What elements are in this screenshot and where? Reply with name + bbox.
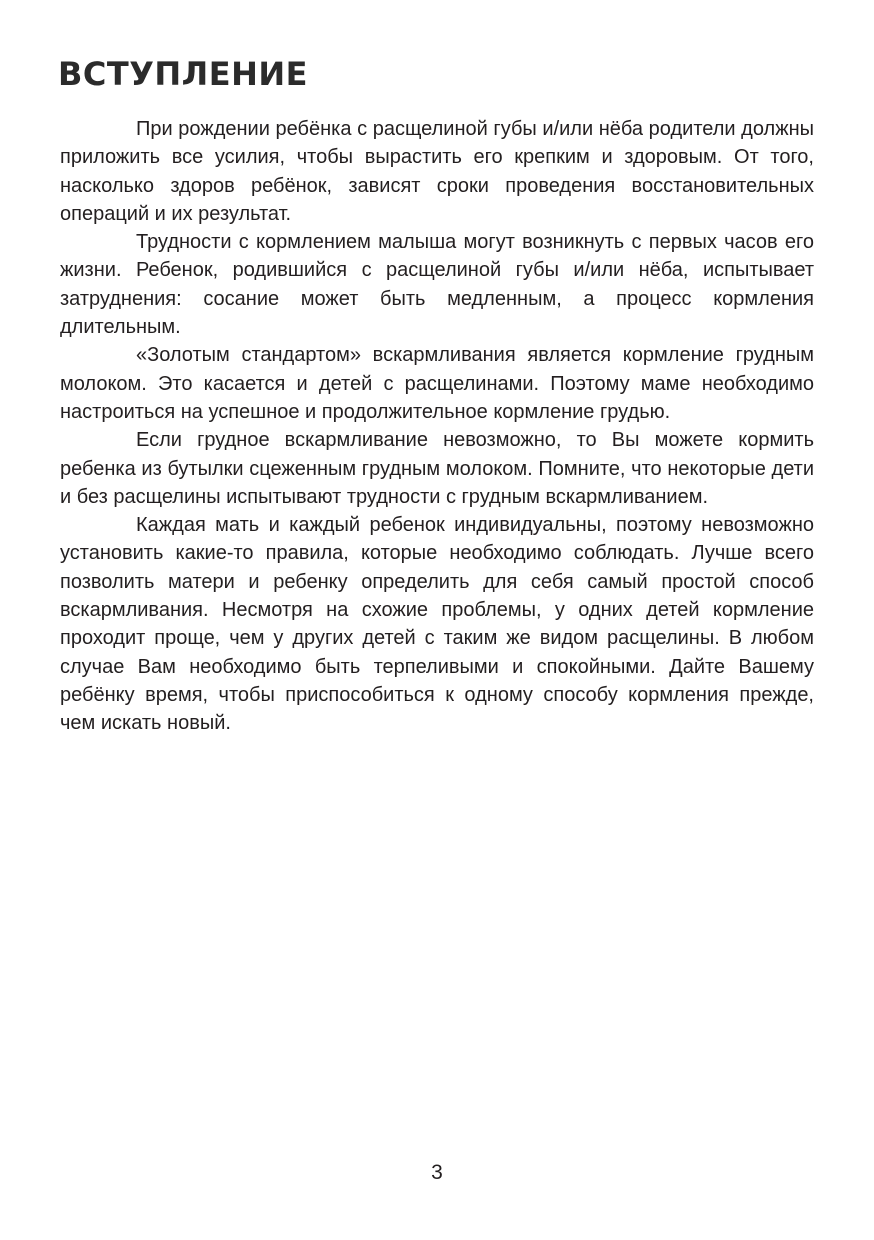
paragraph: «Золотым стандартом» вскармливания является кормление грудным молоком. Это касается и детей с расщелинами. Поэтому маме необходимо настроиться на успешное и продолжительное кормление грудью. — [60, 344, 814, 423]
page-title: ВСТУПЛЕНИЕ — [58, 55, 309, 93]
paragraph: При рождении ребёнка с расщелиной губы и/или нёба родители должны приложить все усилия, чтобы вырастить его крепким и здоровым. От того, насколько здоров ребёнок, зависят сроки проведения восстановительных операций и их результат. — [60, 118, 814, 225]
paragraph: Если грудное вскармливание невозможно, то Вы можете кормить ребенка из бутылки сцеженным грудным молоком. Помните, что некоторые дети и без расщелины испытывают трудности с грудным вскармливанием. — [60, 429, 814, 508]
body-text — [60, 115, 814, 738]
paragraph: Трудности с кормлением малыша могут возникнуть с первых часов его жизни. Ребенок, родившийся с расщелиной губы и/или нёба, испытывает затруднения: сосание может быть медленным, а процесс кормления длительным. — [60, 231, 814, 339]
page-number: 3 — [431, 1161, 443, 1184]
paragraph: Каждая мать и каждый ребенок индивидуальны, поэтому невозможно установить какие-то правила, которые необходимо соблюдать. Лучше всего позволить матери и ребенку определить для себя самый простой способ вскармливания. Несмотря на схожие проблемы, у одних детей кормление проходит проще, чем у других детей с таким же видом расщелины. В любом случае Вам необходимо быть терпеливыми и спокойными. Дайте Вашему ребёнку время, чтобы приспособиться к одному способу кормления прежде, чем искать новый. — [60, 514, 814, 735]
